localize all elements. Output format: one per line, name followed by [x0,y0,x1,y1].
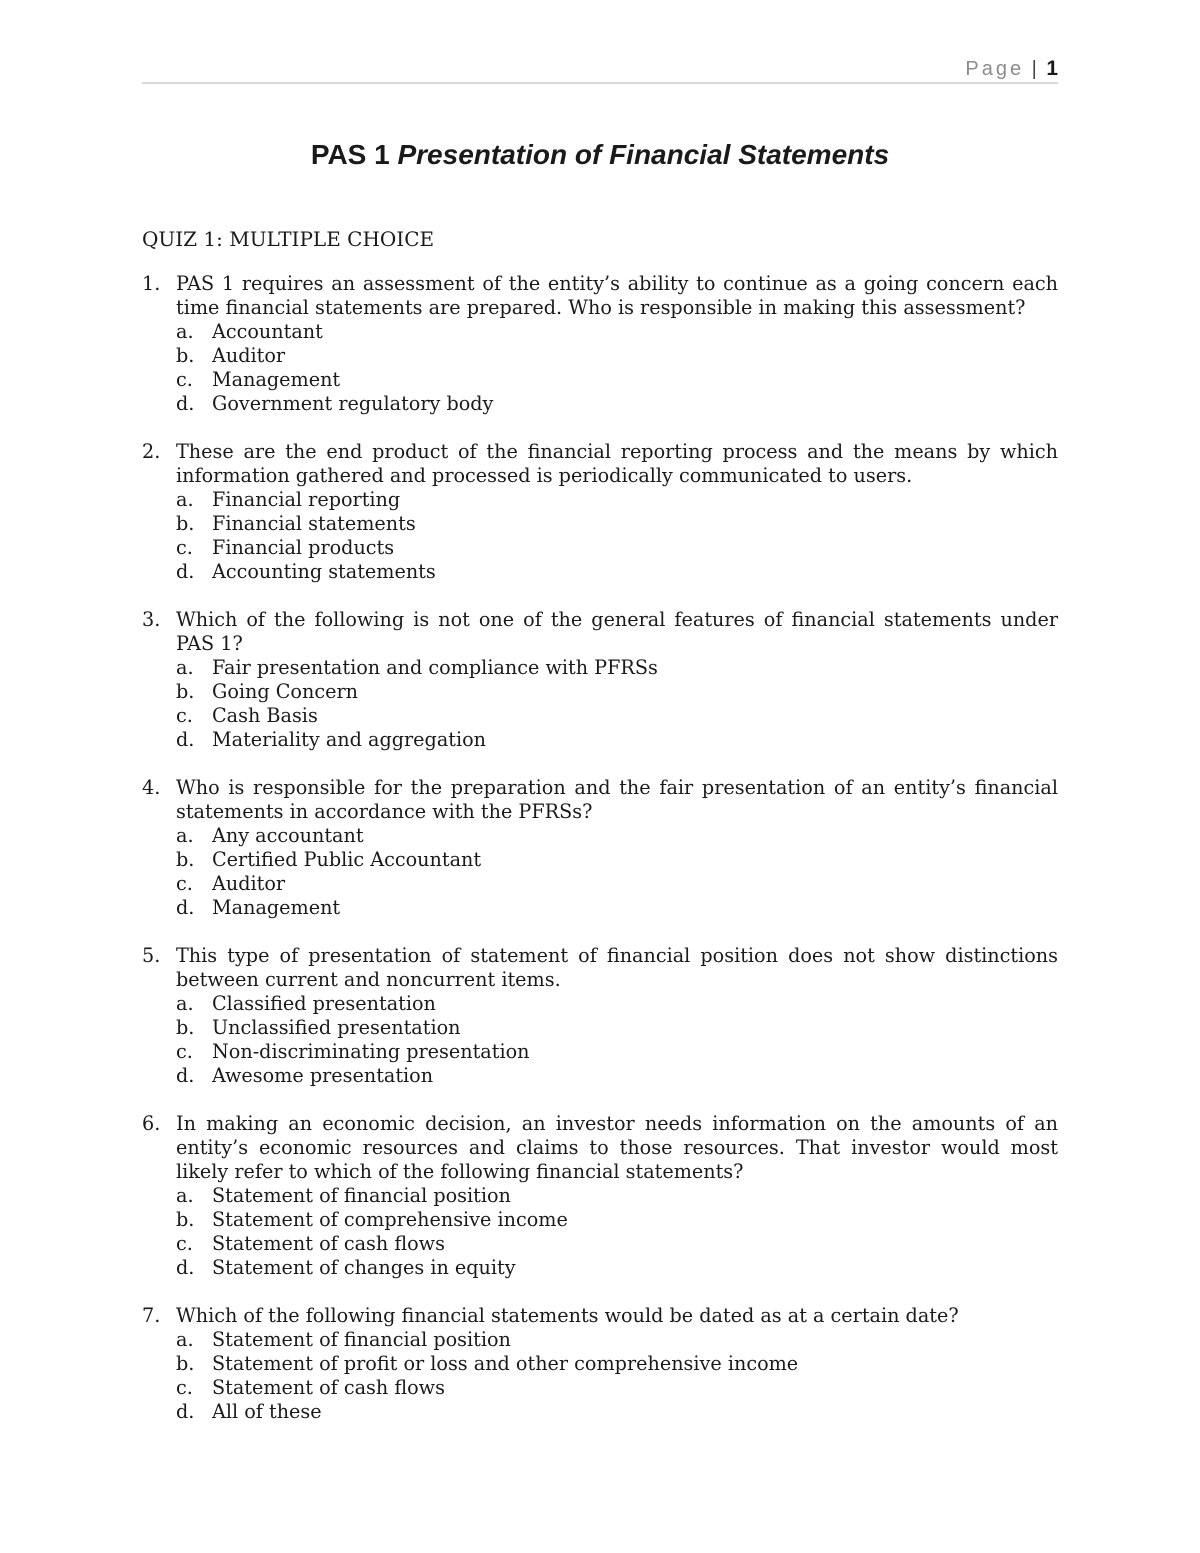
answer-choice [176,1040,1058,1064]
choice-text: Auditor [212,872,286,895]
question-text: PAS 1 requires an assessment of the entity’s ability to continue as a going concern each time financial statements are prepared. Who is responsible in making this assessment? [176,272,1058,319]
question-item [142,1304,1058,1424]
choice-text: Certified Public Accountant [212,848,482,871]
choice-letter: b. [176,1352,195,1375]
page-number: 1 [1046,57,1058,80]
choice-text: Fair presentation and compliance with PFRSs [212,656,658,679]
choice-text: Any accountant [212,824,364,847]
choice-letter: c. [176,368,193,391]
question-item [142,1112,1058,1280]
choice-text: Statement of cash flows [212,1376,445,1399]
answer-choice [176,1016,1058,1040]
answer-choice [176,488,1058,512]
answer-choice [176,512,1058,536]
question-text: In making an economic decision, an investor needs information on the amounts of an entity’s economic resources and claims to those resources. That investor would most likely refer to which of the following financial statements? [176,1112,1058,1183]
question-list [142,272,1058,1448]
choice-letter: a. [176,992,194,1015]
page-header [142,56,1058,84]
choice-text: Financial reporting [212,488,401,511]
answer-choice [176,848,1058,872]
question-item [142,776,1058,920]
question-number: 2. [142,440,161,463]
answer-choice [176,1208,1058,1232]
choice-text: Materiality and aggregation [212,728,487,751]
choice-text: All of these [212,1400,322,1423]
choice-list [176,1184,1058,1280]
question-item [142,440,1058,584]
question-item [142,944,1058,1088]
choice-letter: d. [176,1256,195,1279]
answer-choice [176,1232,1058,1256]
choice-text: Statement of financial position [212,1328,511,1351]
choice-letter: b. [176,1208,195,1231]
choice-text: Classified presentation [212,992,436,1015]
choice-letter: d. [176,392,195,415]
choice-text: Auditor [212,344,286,367]
choice-letter: c. [176,872,193,895]
question-number: 5. [142,944,161,967]
question-number: 4. [142,776,161,799]
choice-letter: d. [176,1400,195,1423]
question-text: Who is responsible for the preparation and the fair presentation of an entity’s financial statements in accordance with the PFRSs? [176,776,1058,823]
choice-text: Unclassified presentation [212,1016,461,1039]
choice-letter: c. [176,1040,193,1063]
answer-choice [176,872,1058,896]
choice-text: Awesome presentation [212,1064,434,1087]
answer-choice [176,1256,1058,1280]
answer-choice [176,368,1058,392]
document-title [0,137,1200,173]
question-item [142,608,1058,752]
question-text: Which of the following financial statements would be dated as at a certain date? [176,1304,959,1327]
choice-letter: c. [176,1376,193,1399]
choice-letter: c. [176,536,193,559]
page-separator: | [1031,58,1037,80]
choice-letter: b. [176,512,195,535]
choice-text: Accountant [212,320,323,343]
question-item [142,272,1058,416]
choice-list [176,992,1058,1088]
answer-choice [176,656,1058,680]
choice-list [176,824,1058,920]
choice-letter: a. [176,656,194,679]
choice-text: Statement of comprehensive income [212,1208,568,1231]
answer-choice [176,704,1058,728]
question-number: 7. [142,1304,161,1327]
answer-choice [176,992,1058,1016]
answer-choice [176,824,1058,848]
answer-choice [176,536,1058,560]
choice-text: Financial products [212,536,395,559]
choice-text: Statement of financial position [212,1184,511,1207]
choice-letter: a. [176,1184,194,1207]
choice-letter: c. [176,704,193,727]
choice-letter: d. [176,896,195,919]
question-text: These are the end product of the financial reporting process and the means by which information gathered and processed is periodically communicated to users. [176,440,1058,487]
choice-letter: d. [176,728,195,751]
question-number: 1. [142,272,161,295]
answer-choice [176,896,1058,920]
choice-letter: a. [176,320,194,343]
choice-text: Statement of changes in equity [212,1256,516,1279]
answer-choice [176,392,1058,416]
choice-list [176,488,1058,584]
quiz-heading: QUIZ 1: MULTIPLE CHOICE [142,227,435,251]
choice-text: Management [212,368,341,391]
choice-letter: b. [176,680,195,703]
answer-choice [176,728,1058,752]
choice-text: Non-discriminating presentation [212,1040,530,1063]
choice-letter: a. [176,488,194,511]
question-number: 3. [142,608,161,631]
choice-letter: b. [176,344,195,367]
choice-letter: b. [176,848,195,871]
choice-text: Cash Basis [212,704,318,727]
choice-letter: c. [176,1232,193,1255]
question-text: Which of the following is not one of the general features of financial statements under PAS 1? [176,608,1058,655]
choice-text: Statement of profit or loss and other comprehensive income [212,1352,799,1375]
choice-text: Statement of cash flows [212,1232,445,1255]
answer-choice [176,344,1058,368]
answer-choice [176,1400,1058,1424]
choice-list [176,320,1058,416]
choice-letter: b. [176,1016,195,1039]
choice-text: Management [212,896,341,919]
answer-choice [176,680,1058,704]
answer-choice [176,320,1058,344]
choice-text: Going Concern [212,680,358,703]
choice-letter: a. [176,824,194,847]
choice-list [176,1328,1058,1424]
answer-choice [176,1328,1058,1352]
answer-choice [176,1352,1058,1376]
choice-letter: d. [176,1064,195,1087]
answer-choice [176,560,1058,584]
question-text: This type of presentation of statement of financial position does not show distinctions between current and noncurrent items. [176,944,1058,991]
title-name: Presentation of Financial Statements [397,139,890,170]
choice-text: Government regulatory body [212,392,494,415]
choice-letter: d. [176,560,195,583]
answer-choice [176,1376,1058,1400]
answer-choice [176,1064,1058,1088]
choice-list [176,656,1058,752]
question-number: 6. [142,1112,161,1135]
answer-choice [176,1184,1058,1208]
title-code: PAS 1 [310,139,390,170]
choice-text: Financial statements [212,512,416,535]
page-label: Page [965,58,1025,80]
choice-text: Accounting statements [212,560,436,583]
choice-letter: a. [176,1328,194,1351]
